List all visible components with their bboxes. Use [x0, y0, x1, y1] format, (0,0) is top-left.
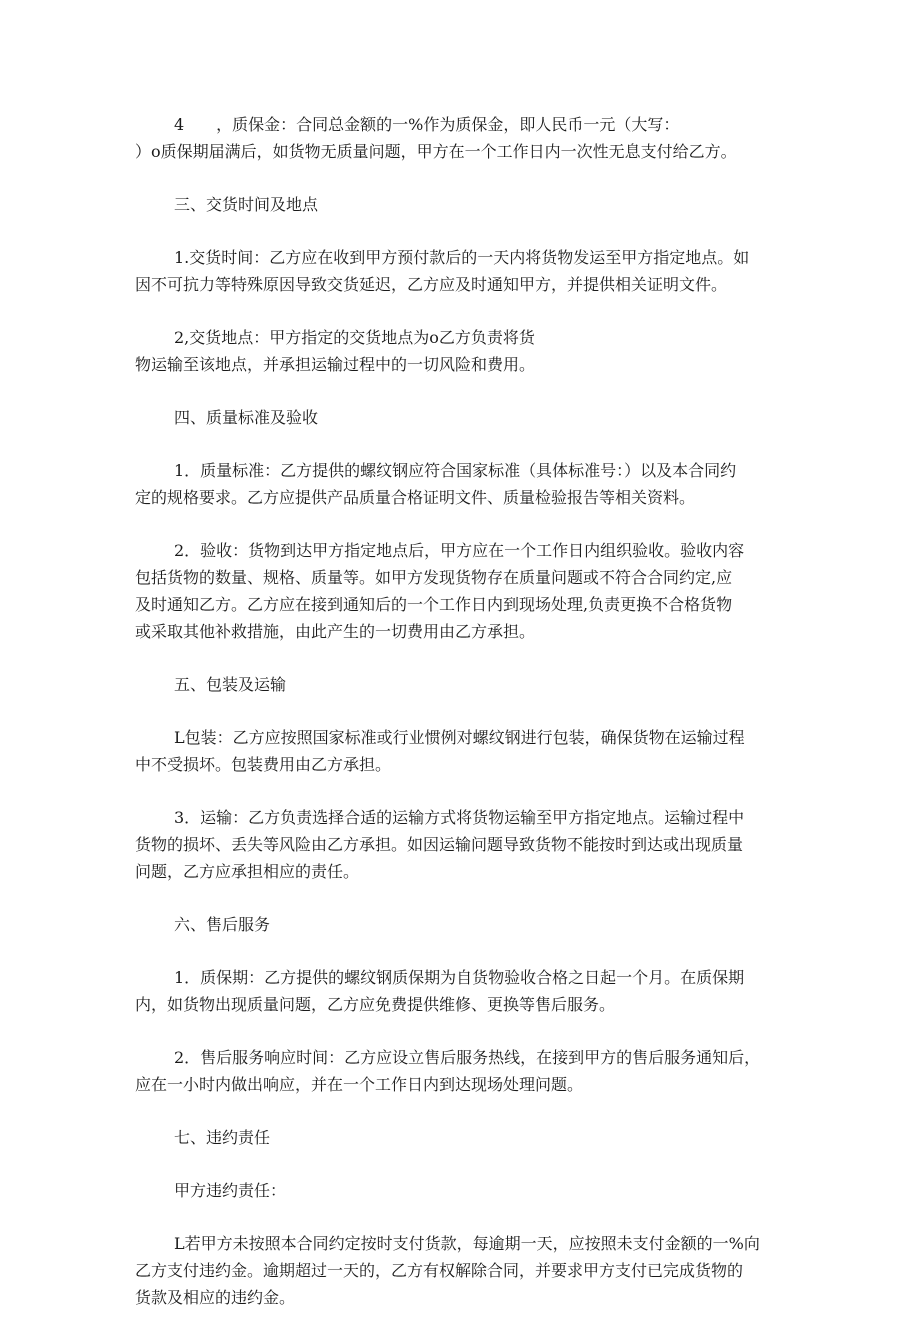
section-heading [135, 191, 787, 218]
paragraph [135, 111, 787, 165]
paragraph [135, 537, 787, 645]
text-line: 甲方违约责任： [174, 1181, 287, 1200]
text-line: 包括货物的数量、规格、质量等。如甲方发现货物存在质量问题或不符合合同约定,应 [135, 568, 733, 587]
text-line: 因不可抗力等特殊原因导致交货延迟，乙方应及时通知甲方，并提供相关证明文件。 [135, 275, 728, 294]
text-line: 2．售后服务响应时间：乙方应设立售后服务热线，在接到甲方的售后服务通知后， [174, 1048, 761, 1067]
text-line: 2,交货地点：甲方指定的交货地点为o乙方负责将货 [174, 328, 535, 347]
text-line: 乙方支付违约金。逾期超过一天的，乙方有权解除合同，并要求甲方支付已完成货物的 [135, 1261, 744, 1280]
text-line: 或采取其他补救措施，由此产生的一切费用由乙方承担。 [135, 622, 536, 641]
text-line: 定的规格要求。乙方应提供产品质量合格证明文件、质量检验报告等相关资料。 [135, 488, 696, 507]
text-line: 七、违约责任 [174, 1128, 271, 1147]
text-line: 4 ，质保金：合同总金额的一%作为质保金，即人民币一元（大写： [174, 115, 680, 134]
section-heading [135, 671, 787, 698]
section-heading [135, 1124, 787, 1151]
text-line: 货款及相应的违约金。 [135, 1288, 296, 1307]
text-line: 应在一小时内做出响应，并在一个工作日内到达现场处理问题。 [135, 1075, 584, 1094]
section-heading [135, 1177, 787, 1204]
text-line: ）o质保期届满后，如货物无质量问题，甲方在一个工作日内一次性无息支付给乙方。 [135, 142, 737, 161]
contract-text [135, 111, 787, 1337]
text-line: 及时通知乙方。乙方应在接到通知后的一个工作日内到现场处理,负责更换不合格货物 [135, 595, 733, 614]
paragraph [135, 964, 787, 1018]
text-line: 货物的损坏、丢失等风险由乙方承担。如因运输问题导致货物不能按时到达或出现质量 [135, 835, 744, 854]
paragraph [135, 244, 787, 298]
text-line: 2．验收：货物到达甲方指定地点后，甲方应在一个工作日内组织验收。验收内容 [174, 541, 745, 560]
paragraph [135, 324, 787, 378]
paragraph [135, 724, 787, 778]
text-line: 1．质量标准：乙方提供的螺纹钢应符合国家标准（具体标准号：）以及本合同约 [174, 461, 737, 480]
text-line: L若甲方未按照本合同约定按时支付货款，每逾期一天，应按照未支付金额的一%向 [174, 1234, 760, 1253]
text-line: L包装：乙方应按照国家标准或行业惯例对螺纹钢进行包装，确保货物在运输过程 [174, 728, 745, 747]
paragraph [135, 457, 787, 511]
section-heading [135, 911, 787, 938]
text-line: 中不受损坏。包装费用由乙方承担。 [135, 755, 392, 774]
text-line: 五、包装及运输 [174, 675, 287, 694]
section-heading [135, 404, 787, 431]
text-line: 1．质保期：乙方提供的螺纹钢质保期为自货物验收合格之日起一个月。在质保期 [174, 968, 745, 987]
text-line: 六、售后服务 [174, 915, 271, 934]
text-line: 三、交货时间及地点 [174, 195, 319, 214]
text-line: 1.交货时间：乙方应在收到甲方预付款后的一天内将货物发运至甲方指定地点。如 [174, 248, 750, 267]
text-line: 3．运输：乙方负责选择合适的运输方式将货物运输至甲方指定地点。运输过程中 [174, 808, 745, 827]
paragraph [135, 1230, 787, 1311]
text-line: 问题，乙方应承担相应的责任。 [135, 862, 360, 881]
text-line: 物运输至该地点，并承担运输过程中的一切风险和费用。 [135, 355, 536, 374]
text-line: 内，如货物出现质量问题，乙方应免费提供维修、更换等售后服务。 [135, 995, 616, 1014]
text-line: 四、质量标准及验收 [174, 408, 319, 427]
paragraph [135, 1044, 787, 1098]
paragraph [135, 804, 787, 885]
